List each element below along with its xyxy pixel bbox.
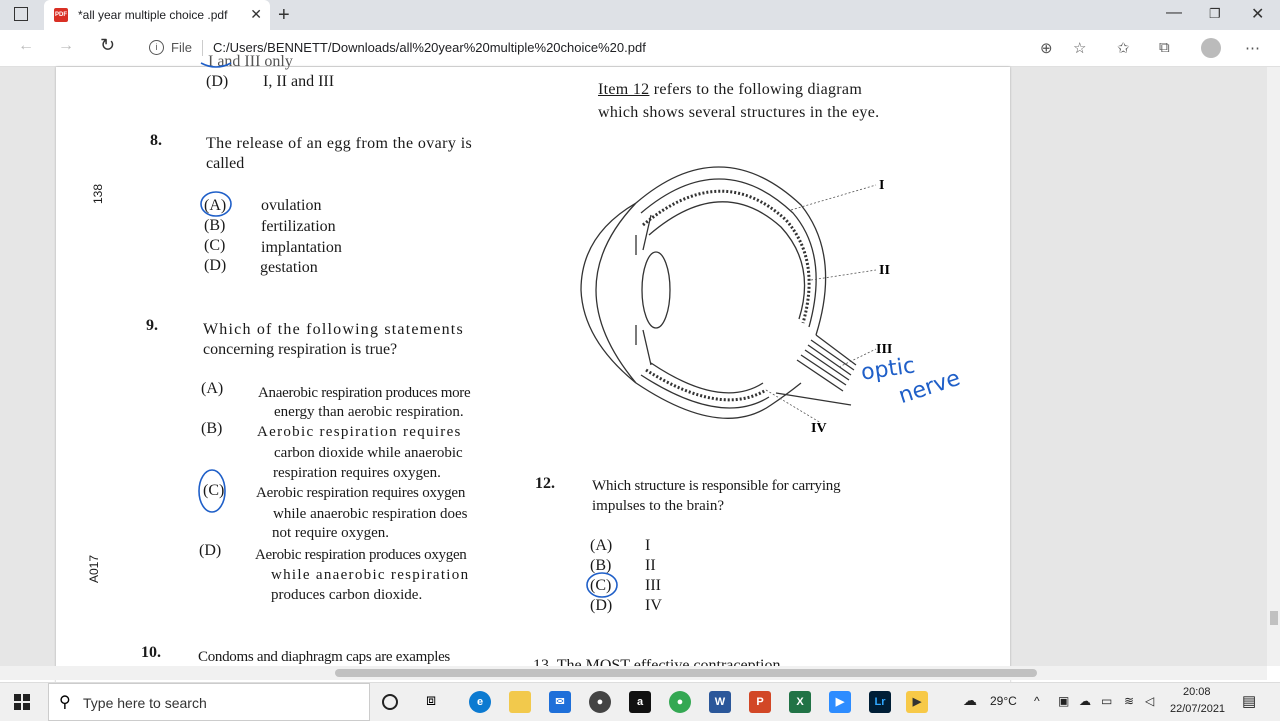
- annotation-circle-8a: [201, 192, 231, 216]
- q9-b-line2: carbon dioxide while anaerobic: [274, 445, 463, 461]
- excel-icon[interactable]: X: [789, 691, 811, 713]
- back-icon[interactable]: ←: [18, 37, 34, 54]
- zoom-app-icon[interactable]: ▶: [829, 691, 851, 713]
- windows-start-icon[interactable]: [14, 694, 30, 710]
- address-bar: [0, 30, 1280, 67]
- q9-b-line3: respiration requires oxygen.: [273, 465, 441, 481]
- handwriting-nerve: nerve: [895, 365, 964, 410]
- vertical-scroll-thumb[interactable]: [1270, 611, 1278, 625]
- pdf-viewer: [0, 53, 1267, 666]
- forward-icon[interactable]: →: [58, 37, 74, 54]
- q12-b-text: II: [645, 557, 656, 574]
- q9-a-letter: (A): [201, 380, 224, 397]
- tab-actions-icon[interactable]: [14, 7, 28, 21]
- q9-d-line2: while anaerobic respiration: [271, 567, 470, 583]
- q9-c-letter: (C): [203, 482, 225, 499]
- q10-line1: Condoms and diaphragm caps are examples: [198, 649, 450, 665]
- search-placeholder: Type here to search: [83, 695, 207, 711]
- more-icon[interactable]: ⋯: [1245, 40, 1260, 57]
- tab-bar: [0, 0, 1280, 30]
- q12-d-letter: (D): [590, 597, 613, 614]
- cut-off-text: I and III only: [208, 53, 293, 70]
- onedrive-icon[interactable]: ☁: [1079, 694, 1091, 708]
- annotation-layer: [56, 67, 1010, 687]
- q8-line1: The release of an egg from the ovary is: [206, 135, 473, 152]
- tab-title: *all year multiple choice .pdf: [78, 8, 228, 22]
- q12-c-text: III: [645, 577, 661, 594]
- edge-icon[interactable]: e: [469, 691, 491, 713]
- annotation-circle-9c: [199, 470, 225, 512]
- q10-number: 10.: [141, 644, 161, 661]
- margin-code: A017: [87, 554, 102, 584]
- q9-c-line3: not require oxygen.: [272, 525, 390, 541]
- powerpoint-icon[interactable]: P: [749, 691, 771, 713]
- task-view-icon[interactable]: ⧈: [426, 692, 437, 709]
- q7-option-d-text: I, II and III: [263, 73, 335, 90]
- q9-d-line3: produces carbon dioxide.: [271, 587, 423, 603]
- volume-icon[interactable]: ◁: [1145, 694, 1155, 708]
- word-icon[interactable]: W: [709, 691, 731, 713]
- item12-line2: which shows several structures in the eye.: [598, 104, 880, 121]
- q12-number: 12.: [535, 475, 555, 492]
- q8-number: 8.: [150, 132, 162, 149]
- q9-d-line1: Aerobic respiration produces oxygen: [255, 547, 467, 563]
- refresh-icon[interactable]: ↻: [100, 35, 116, 55]
- chrome-icon[interactable]: ●: [669, 691, 691, 713]
- label-i: I: [879, 178, 885, 193]
- cortana-icon[interactable]: [382, 694, 398, 710]
- q12-c-letter: (C): [590, 577, 612, 594]
- label-ii: II: [879, 263, 890, 278]
- close-icon[interactable]: ✕: [250, 6, 262, 22]
- q12-b-letter: (B): [590, 557, 612, 574]
- q12-line1: Which structure is responsible for carrying: [592, 478, 841, 494]
- q9-b-line1: Aerobic respiration requires: [257, 424, 462, 440]
- handwriting-optic: optic: [859, 353, 917, 386]
- q12-a-text: I: [645, 537, 651, 554]
- mail-icon[interactable]: ✉: [549, 691, 571, 713]
- q9-c-line1: Aerobic respiration requires oxygen: [256, 485, 466, 501]
- q8-b-letter: (B): [204, 217, 226, 234]
- q9-b-letter: (B): [201, 420, 223, 437]
- file-explorer-icon[interactable]: [509, 691, 531, 713]
- q8-a-text: ovulation: [261, 197, 322, 214]
- search-icon: ⚲: [59, 694, 71, 711]
- pdf-icon: PDF: [54, 8, 68, 22]
- q9-line2: concerning respiration is true?: [203, 341, 398, 358]
- q12-a-letter: (A): [590, 537, 613, 554]
- wifi-icon[interactable]: ≋: [1124, 694, 1135, 708]
- label-iii: III: [876, 342, 893, 357]
- info-icon[interactable]: i: [149, 40, 164, 55]
- q9-line1: Which of the following statements: [203, 321, 464, 338]
- horizontal-scroll-thumb[interactable]: [335, 669, 1037, 677]
- pdf-page: [56, 53, 1010, 687]
- new-tab-icon[interactable]: +: [278, 4, 290, 26]
- taskbar-search-box[interactable]: [48, 683, 370, 721]
- q12-line2: impulses to the brain?: [592, 498, 725, 514]
- temperature[interactable]: 29°C: [990, 694, 1017, 708]
- favorites-icon[interactable]: ✩: [1117, 40, 1130, 57]
- tab-pdf[interactable]: [44, 0, 270, 30]
- profile-icon[interactable]: [1201, 38, 1221, 58]
- q9-a-line1: Anaerobic respiration produces more: [258, 385, 471, 401]
- divider: [202, 40, 203, 56]
- q7-option-d-letter: (D): [206, 73, 229, 90]
- taskbar: [0, 682, 1280, 721]
- weather-icon[interactable]: ☁: [963, 692, 977, 708]
- q8-d-letter: (D): [204, 257, 227, 274]
- chevron-up-icon[interactable]: ^: [1034, 694, 1040, 708]
- device-icon[interactable]: ▣: [1058, 694, 1070, 708]
- q8-c-text: implantation: [261, 239, 342, 256]
- q9-c-line2: while anaerobic respiration does: [273, 506, 468, 522]
- annotation-circle-12c: [587, 573, 617, 597]
- clock-date[interactable]: 22/07/2021: [1170, 703, 1226, 715]
- item12-ref: Item 12: [598, 81, 650, 98]
- restore-icon[interactable]: ❐: [1209, 6, 1221, 21]
- media-icon[interactable]: ▶: [906, 691, 928, 713]
- q9-number: 9.: [146, 317, 158, 334]
- favorite-add-icon[interactable]: ☆: [1073, 40, 1087, 57]
- q12-d-text: IV: [645, 597, 662, 614]
- notification-icon[interactable]: ▤: [1242, 693, 1257, 710]
- q9-d-letter: (D): [199, 542, 222, 559]
- file-label: File: [171, 40, 192, 55]
- vertical-scrollbar[interactable]: [1267, 67, 1280, 666]
- url-field[interactable]: C:/Users/BENNETT/Downloads/all%20year%20multiple%20choice%20.pdf: [213, 40, 646, 55]
- q8-d-text: gestation: [260, 259, 318, 276]
- clock-time[interactable]: 20:08: [1183, 686, 1211, 698]
- label-iv: IV: [811, 421, 827, 436]
- zoom-icon[interactable]: ⊕: [1040, 40, 1053, 57]
- q8-a-letter: (A): [204, 197, 227, 214]
- margin-number: 138: [91, 183, 106, 205]
- horizontal-scrollbar[interactable]: [0, 666, 1267, 680]
- window-close-icon[interactable]: ✕: [1251, 6, 1265, 23]
- minimize-icon[interactable]: —: [1166, 4, 1182, 21]
- q8-line2: called: [206, 155, 245, 172]
- q9-a-line2: energy than aerobic respiration.: [274, 404, 464, 420]
- item12-rest: refers to the following diagram: [649, 81, 863, 98]
- camera-icon[interactable]: ●: [589, 691, 611, 713]
- lightroom-icon[interactable]: Lr: [869, 691, 891, 713]
- amazon-icon[interactable]: a: [629, 691, 651, 713]
- collections-icon[interactable]: ⧉: [1159, 39, 1170, 56]
- battery-icon[interactable]: ▭: [1101, 694, 1113, 708]
- q8-b-text: fertilization: [261, 218, 336, 235]
- q8-c-letter: (C): [204, 237, 226, 254]
